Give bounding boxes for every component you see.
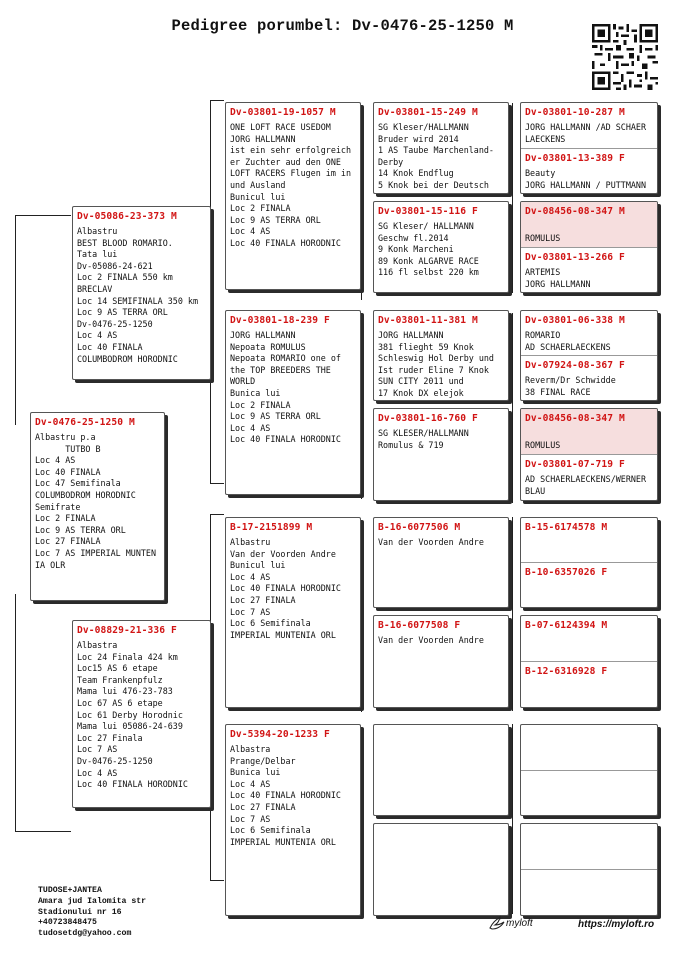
pigeon-notes: [521, 830, 657, 832]
mother-card: [72, 620, 211, 808]
pigeon-notes: [521, 633, 657, 635]
ancestor-slot: [521, 771, 657, 815]
grandparent-card: [225, 102, 361, 290]
pigeon-notes: Albastra Prange/Delbar Bunica lui Loc 4 AS Loc 40 FINALA HORODNIC Loc 27 FINALA Loc 7 AS Loc 6 Semifinala IMPERIAL MUNTENIA ORL: [230, 744, 341, 847]
pigeon-notes: JORG HALLMANN Nepoata ROMULUS Nepoata ROMARIO one of the TOP BREEDERS THE WORLD Bunica lui Loc 2 FINALA Loc 9 AS TERRA ORL Loc 4 AS Loc 40 FINALA HORODNIC: [230, 330, 341, 445]
ring-number: Dv-5394-20-1233 F: [230, 729, 330, 740]
ring-number: Dv-03801-16-760 F: [378, 413, 478, 424]
pigeon-notes: Albastra Loc 24 Finala 424 km Loc15 AS 6 etape Team Frankenpfulz Mama lui 476-23-783 Loc 67 AS 6 etape Loc 61 Derby Horodnic Mama lui 05086-24-639 Loc 27 Finala Loc 7 AS Dv-0476-25-1250 Loc 4 AS Loc 40 FINALA HORODNIC: [77, 640, 188, 790]
ancestor-slot: [521, 311, 657, 356]
ring-number: Dv-03801-13-389 F: [525, 153, 625, 164]
ancestor-pair-card: [520, 102, 658, 194]
connector-line: [512, 517, 513, 711]
pigeon-notes: [521, 777, 657, 779]
connector-line: [210, 100, 224, 101]
pigeon-notes: Van der Voorden Andre: [378, 537, 484, 547]
ring-number: Dv-03801-15-249 M: [378, 107, 478, 118]
pigeon-logo-icon: [488, 914, 506, 932]
ring-number: B-10-6357026 F: [525, 567, 608, 578]
ancestor-pair-card: [520, 823, 658, 916]
connector-line: [15, 215, 71, 216]
ancestor-slot: [521, 455, 657, 500]
ring-number: Dv-03801-11-381 M: [378, 315, 478, 326]
ancestor-slot: [521, 202, 657, 248]
page-title: Pedigree porumbel: Dv-0476-25-1250 M: [171, 17, 514, 35]
great-grandparent-card: [373, 102, 509, 194]
pigeon-notes: SG KLESER/HALLMANN Romulus & 719: [378, 428, 469, 450]
pigeon-notes: SG Kleser/HALLMANN Bruder wird 2014 1 AS Taube Marchenland- Derby 14 Knok Endflug 5 Knok bei der Deutsch: [378, 122, 494, 190]
connector-line: [512, 103, 513, 293]
connector-line: [15, 831, 71, 832]
pigeon-notes: [521, 535, 657, 537]
ancestor-slot: [521, 662, 657, 707]
pigeon-notes: JORG HALLMANN /AD SCHAER LAECKENS: [525, 122, 647, 144]
connector-line: [210, 514, 211, 632]
ring-number: Dv-08456-08-347 M: [525, 413, 625, 424]
great-grandparent-card: [373, 201, 509, 293]
ancestor-slot: [521, 616, 657, 662]
ring-number: Dv-03801-06-338 M: [525, 315, 625, 326]
ancestor-slot: [521, 409, 657, 455]
owner-address-line: Stadionului nr 16: [38, 907, 122, 917]
subject-pigeon-card: [30, 412, 165, 601]
ancestor-slot: [521, 563, 657, 607]
pigeon-notes: Van der Voorden Andre: [378, 635, 484, 645]
site-url-link[interactable]: https://myloft.ro: [578, 919, 655, 930]
pigeon-notes: Albastru p.a TUTBO B Loc 4 AS Loc 40 FINALA Loc 47 Semifinala COLUMBODROM HORODNIC Semifrate Loc 2 FINALA Loc 9 AS TERRA ORL Loc 27 FINALA Loc 7 AS IMPERIAL MUNTEN IA OLR: [35, 432, 157, 570]
pigeon-notes: ROMULUS: [525, 439, 561, 450]
pigeon-notes: [521, 731, 657, 733]
connector-line: [210, 100, 211, 221]
ancestor-pair-card: [520, 310, 658, 401]
ring-number: Dv-08829-21-336 F: [77, 625, 177, 636]
pigeon-notes: ROMARIO AD SCHAERLAECKENS: [525, 330, 611, 352]
ring-number: Dv-03801-10-287 M: [525, 107, 625, 118]
ancestor-slot: [521, 248, 657, 292]
great-grandparent-card: [373, 408, 509, 501]
pigeon-notes: [521, 876, 657, 878]
grandparent-card: [225, 310, 361, 495]
father-card: [72, 206, 211, 380]
ancestor-slot: [521, 149, 657, 193]
ring-number: Dv-08456-08-347 M: [525, 206, 625, 217]
ring-number: Dv-03801-18-239 F: [230, 315, 330, 326]
connector-line: [361, 120, 362, 300]
ancestor-slot: [521, 518, 657, 563]
connector-line: [210, 483, 224, 484]
ring-number: B-07-6124394 M: [525, 620, 608, 631]
pigeon-notes: Albastru BEST BLOOD ROMARIO. Tata lui Dv-05086-24-621 Loc 2 FINALA 550 km BRECLAV Loc 14 SEMIFINALA 350 km Loc 9 AS TERRA ORL Dv-0476-25-1250 Loc 4 AS Loc 40 FINALA COLUMBODROM HORODNIC: [77, 226, 199, 364]
ring-number: Dv-03801-07-719 F: [525, 459, 625, 470]
brand-logo-text: myloft: [506, 918, 533, 929]
ancestor-slot: [521, 103, 657, 149]
owner-name: TUDOSE+JANTEA: [38, 886, 102, 895]
pigeon-notes: ARTEMIS JORG HALLMANN: [525, 267, 591, 289]
pigeon-notes: [521, 679, 657, 681]
ring-number: Dv-03801-15-116 F: [378, 206, 478, 217]
pigeon-notes: [374, 731, 508, 733]
pigeon-notes: Albastru Van der Voorden Andre Bunicul lui Loc 4 AS Loc 40 FINALA HORODNIC Loc 27 FINALA Loc 7 AS Loc 6 Semifinala IMPERIAL MUNTENIA ORL: [230, 537, 341, 640]
ring-number: B-16-6077506 M: [378, 522, 461, 533]
grandparent-card: [225, 517, 361, 708]
pigeon-notes: ROMULUS: [525, 232, 561, 243]
owner-address-line: Amara jud Ialomita str: [38, 896, 147, 906]
great-grandparent-card: [373, 724, 509, 816]
ancestor-pair-card: [520, 408, 658, 501]
connector-line: [210, 514, 224, 515]
connector-line: [210, 880, 224, 881]
connector-line: [512, 724, 513, 914]
grandparent-card: [225, 724, 361, 916]
pigeon-notes: JORG HALLMANN 381 flieght 59 Knok Schleswig Hol Derby und Ist ruder Eline 7 Knok SUN CITY 2011 und 17 Knok DX elejok: [378, 330, 494, 398]
pigeon-notes: Reverm/Dr Schwidde 38 FINAL RACE: [525, 375, 616, 397]
ring-number: Dv-03801-19-1057 M: [230, 107, 336, 118]
pigeon-notes: AD SCHAERLAECKENS/WERNER BLAU: [525, 474, 647, 496]
ring-number: Dv-07924-08-367 F: [525, 360, 625, 371]
great-grandparent-card: [373, 310, 509, 401]
great-grandparent-card: [373, 517, 509, 608]
pigeon-notes: Beauty JORG HALLMANN / PUTTMANN: [525, 168, 647, 190]
pigeon-notes: [374, 830, 508, 832]
pigeon-notes: [521, 580, 657, 582]
ring-number: Dv-03801-13-266 F: [525, 252, 625, 263]
ancestor-slot: [521, 870, 657, 915]
ring-number: B-15-6174578 M: [525, 522, 608, 533]
owner-email: tudosetdg@yahoo.com: [38, 929, 132, 939]
great-grandparent-card: [373, 615, 509, 708]
ancestor-pair-card: [520, 201, 658, 293]
connector-line: [512, 313, 513, 503]
ancestor-pair-card: [520, 517, 658, 608]
qr-code-image: [592, 24, 658, 90]
connector-line: [361, 738, 362, 890]
owner-contact: [38, 886, 146, 940]
connector-line: [361, 323, 362, 499]
connector-line: [15, 594, 16, 831]
ring-number: Dv-05086-23-373 M: [77, 211, 177, 222]
great-grandparent-card: [373, 823, 509, 916]
ring-number: B-17-2151899 M: [230, 522, 313, 533]
ancestor-slot: [521, 824, 657, 870]
pigeon-notes: ONE LOFT RACE USEDOM JORG HALLMANN ist ein sehr erfolgreich er Zuchter aud den ONE LOFT RACERS Flugen im in und Ausland Bunicul lui Loc 2 FINALA Loc 9 AS TERRA ORL Loc 4 AS Loc 40 FINALA HORODNIC: [230, 122, 352, 248]
ancestor-slot: [521, 725, 657, 771]
pigeon-notes: SG Kleser/ HALLMANN Geschw fl.2014 9 Konk Marcheni 89 Konk ALGARVE RACE 116 fl selbst 220 km: [378, 221, 479, 278]
ancestor-slot: [521, 356, 657, 400]
owner-phone: +40723848475: [38, 918, 97, 928]
ring-number: Dv-0476-25-1250 M: [35, 417, 135, 428]
ancestor-pair-card: [520, 724, 658, 816]
connector-line: [361, 532, 362, 712]
ring-number: B-16-6077508 F: [378, 620, 461, 631]
ring-number: B-12-6316928 F: [525, 666, 608, 677]
connector-line: [15, 215, 16, 425]
ancestor-pair-card: [520, 615, 658, 708]
